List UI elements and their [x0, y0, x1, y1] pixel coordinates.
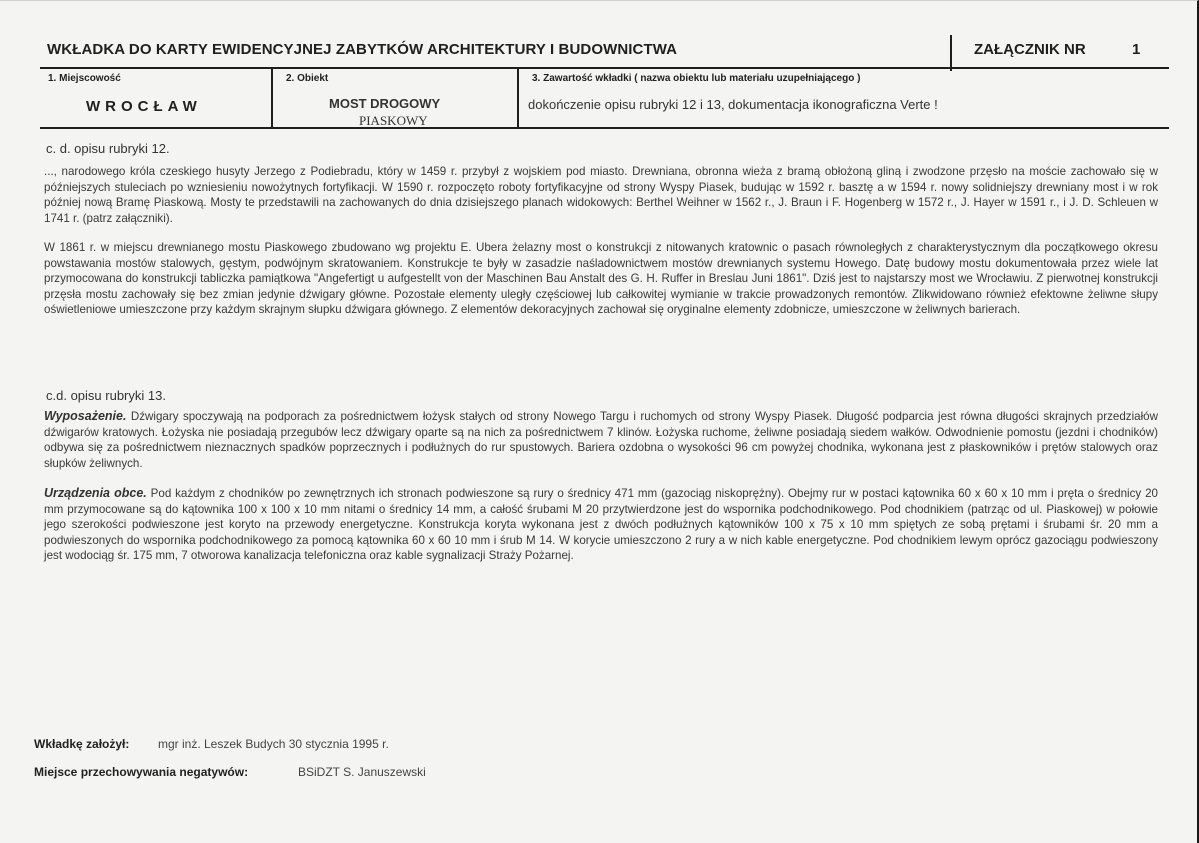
section-13-heading: c.d. opisu rubryki 13.: [46, 388, 166, 403]
object-value-subname: PIASKOWY: [359, 113, 428, 128]
external-devices-lead: Urządzenia obce.: [44, 486, 147, 500]
negatives-label: Miejsce przechowywania negatywów:: [34, 765, 249, 779]
card-title: WKŁADKA DO KARTY EWIDENCYJNEJ ZABYTKÓW ARCHITEKTURY I BUDOWNICTWA: [47, 41, 678, 58]
equipment-lead: Wyposażenie.: [44, 409, 127, 423]
place-value: WROCŁAW: [86, 98, 202, 115]
attachment-number: 1: [1132, 41, 1141, 58]
header-rule-top: [40, 67, 1169, 69]
equipment-text: Dźwigary spoczywają na podporach za pośrednictwem łożysk stałych od strony Nowego Targu i ruchomych od strony Wyspy Piasek. Długość podparcia jest równa długości skrajnych przedziałów dźwigarów kratowych. Łożyska nie posiadają przegubów lecz dźwigary oparte są na nich za pośrednictwem 7 klinów. Łożyska ruchome, żeliwne posiadają siedem wałków. Odwodnienie pomostu (jezdni i chodników) odbywa się za pośrednictwem nieznacznych spadków poprzecznych i podłużnych do rur spustowych. Bariera ozdobna o wysokości 96 cm powyżej chodnika, wykonana jest z płaskowników i prętów stalowych oraz słupków żeliwnych.: [44, 410, 1158, 470]
negatives-value: BSiDZT S. Januszewski: [298, 765, 426, 779]
author-label: Wkładkę założył:: [34, 737, 130, 751]
external-devices-text: Pod każdym z chodników po zewnętrznych ich stronach podwieszone są rury o średnicy 471 mm (gazociąg niskoprężny). Obejmy rur w postaci kątownika 60 x 60 x 10 mm i pręta o średnicy 20 mm przymocowane są do kątownika 100 x 100 x 10 mm nitami o średnicy 14 mm, a całość śrubami M 20 przytwierdzone jest do wspornika podchodnikowego. Pod chodnikiem (patrząc od ul. Piaskowej) w połowie jego szerokości podwieszone jest koryto na przewody energetyczne. Konstrukcja koryta wykonana jest z dwóch podłużnych kątowników 100 x 75 x 10 mm spiętych ze sobą prętami i śrubami śr. 20 mm a podwieszonych do wspornika podchodnikowego za pomocą kątownika 60 x 60 10 mm i śrub M 14. W korycie umieszczono 2 rury a w nich kable energetyczne. Pod chodnikiem lewym oprócz gazociągu podwieszony jest wodociąg śr. 175 mm, 7 otworowa kanalizacja telefoniczna oraz kable sygnalizacji Straży Pożarnej.: [44, 487, 1158, 563]
section-12-paragraph-1: ..., narodowego króla czeskiego husyty Jerzego z Podiebradu, który w 1459 r. przybył z wojskiem pod miasto. Drewniana, obronna wieża z bramą obłożoną gliną i zwodzone przęsło na moście zachowało się w późniejszych stuleciach po wzniesieniu nowożytnych fortyfikacji. W 1590 r. rozpoczęto roboty fortyfikacyjne od strony Wyspy Piasek, budując w 1592 r. basztę a w 1594 r. nowy solidniejszy drewniany most i w rok później nową Bramę Piaskową. Mosty te przedstawili na zachowanych do dnia dzisiejszego planach widokowych: Berthel Weihner w 1562 r., J. Braun i F. Hogenberg w 1572 r., J. Hayer w 1591 r., i J. D. Schleuen w 1741 r. (patrz załączniki).: [44, 165, 1158, 225]
field-divider-2: [517, 69, 519, 127]
author-value: mgr inż. Leszek Budych 30 stycznia 1995 r.: [158, 737, 389, 751]
place-label: 1. Miejscowość: [48, 73, 121, 84]
section-13-paragraph-1: [44, 409, 1158, 471]
content-value: dokończenie opisu rubryki 12 i 13, dokumentacja ikonograficzna Verte !: [528, 97, 938, 112]
header-divider: [950, 35, 952, 71]
content-label: 3. Zawartość wkładki ( nazwa obiektu lub materiału uzupełniającego ): [532, 73, 861, 84]
section-12-heading: c. d. opisu rubryki 12.: [46, 141, 170, 156]
object-value-name: MOST DROGOWY: [329, 96, 441, 111]
header-rule-bottom: [40, 127, 1169, 129]
object-label: 2. Obiekt: [286, 73, 329, 84]
section-12-paragraph-2: W 1861 r. w miejscu drewnianego mostu Piaskowego zbudowano wg projektu E. Ubera żelazny most o konstrukcji z nitowanych kratownic o pasach równoległych z charakterystycznym dla początkowego okresu powstawania mostów stalowych, gęstym, podwójnym skratowaniem. Konstrukcje te były w zasadzie naśladownictwem mostów drewnianych systemu Howego. Datę budowy mostu dokumentowała przez wiele lat przymocowana do konstrukcji tabliczka pamiątkowa "Angefertigt u aufgestellt von der Maschinen Bau Anstalt des G. H. Ruffer in Breslau Juni 1861". Dziś jest to najstarszy most we Wrocławiu. Z pierwotnej konstrukcji przęsła mostu zachowały się bez zmian jedynie dźwigary główne. Pozostałe elementy uległy częściowej lub całkowitej wymianie w trakcie prowadzonych remontów. Zlikwidowano również efektowne żeliwne słupy oświetleniowe umieszczone przy każdym skrajnym słupku dźwigara głównego. Z elementów dekoracyjnych zachował się oryginalne elementy zdobnicze, umieszczone w żeliwnych barierach.: [44, 241, 1158, 317]
field-divider-1: [271, 69, 273, 127]
attachment-label: ZAŁĄCZNIK NR: [974, 41, 1086, 58]
section-13-paragraph-2: [44, 486, 1158, 564]
